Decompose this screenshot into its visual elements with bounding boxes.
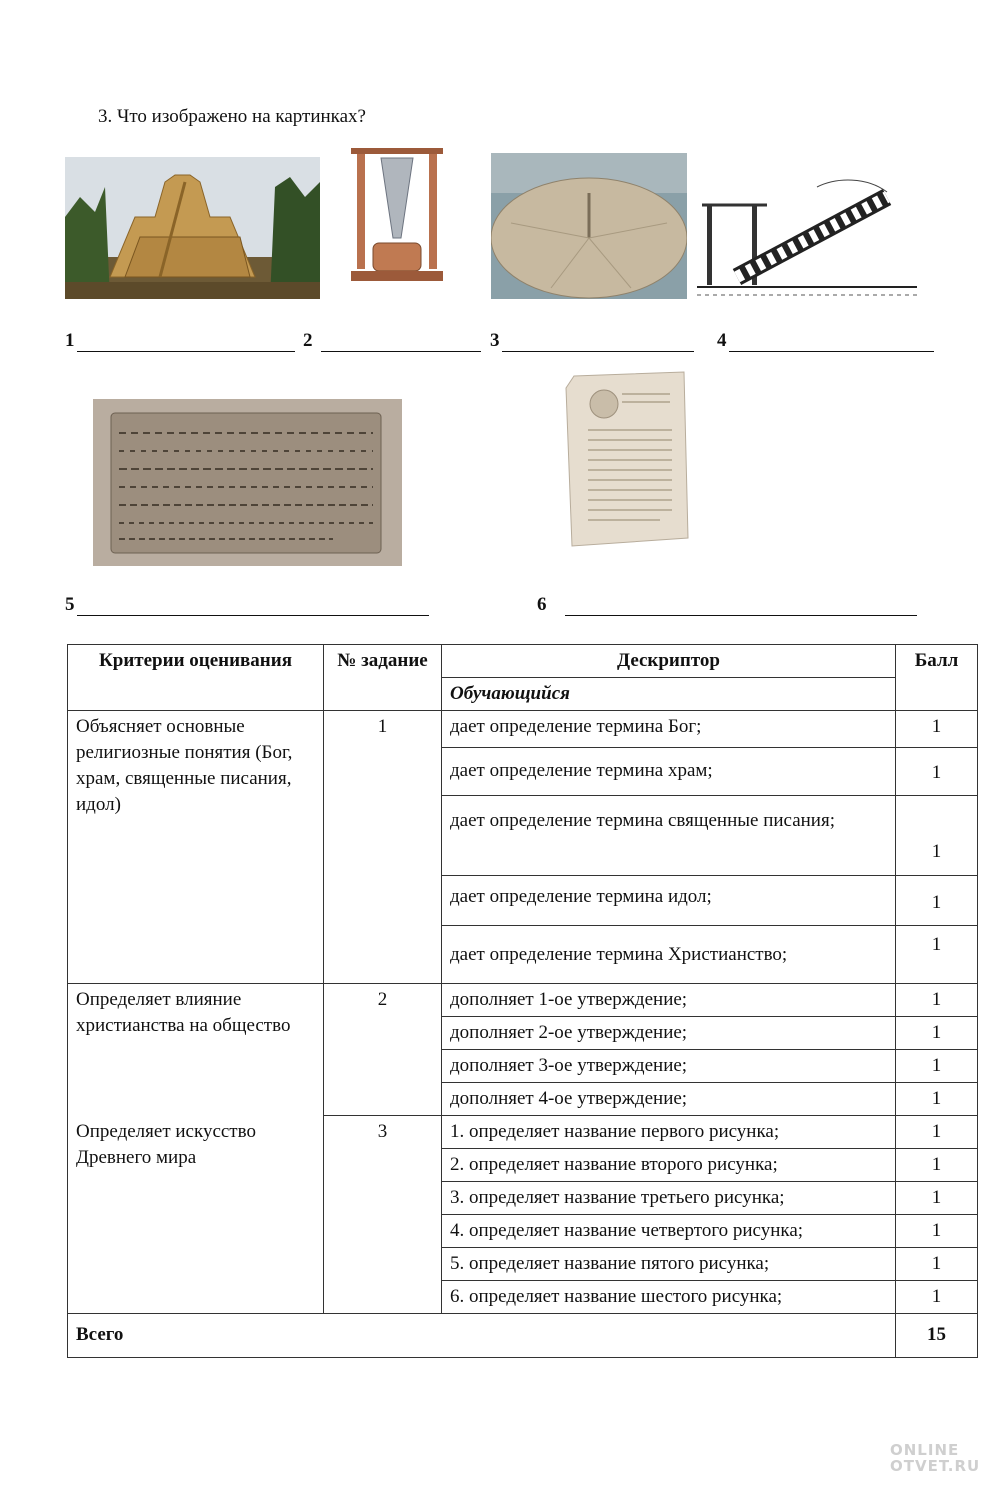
task-number-cell: 3 [324, 1116, 442, 1314]
descriptor-cell: дополняет 2-ое утверждение; [442, 1017, 896, 1050]
descriptor-cell: 1. определяет название первого рисунка; [442, 1116, 896, 1149]
score-cell: 1 [896, 748, 978, 796]
score-cell: 1 [896, 1083, 978, 1116]
watermark-line-1: ONLINE [890, 1441, 960, 1459]
answer-blank-6[interactable]: 6 [537, 594, 917, 616]
descriptor-cell: дает определение термина идол; [442, 876, 896, 926]
ziggurat-image [65, 157, 320, 299]
criterion-cell: Объясняет основные религиозные понятия (Бог, храм, священные писания, идол) [68, 711, 324, 984]
sundial-image [491, 153, 687, 299]
answer-blank-3[interactable]: 3 [490, 330, 694, 352]
stone-stele-image [560, 368, 692, 550]
score-cell: 1 [896, 1050, 978, 1083]
task-number-cell: 1 [324, 711, 442, 984]
score-cell: 1 [896, 984, 978, 1017]
total-label: Всего [68, 1314, 896, 1358]
descriptor-cell: дает определение термина священные писания; [442, 796, 896, 876]
descriptor-cell: 6. определяет название шестого рисунка; [442, 1281, 896, 1314]
criterion-cell: Определяет искусство Древнего мира [68, 1116, 324, 1314]
score-cell: 1 [896, 926, 978, 984]
header-descriptor: Дескриптор [442, 645, 896, 678]
header-criteria: Критерии оценивания [68, 645, 324, 711]
water-clock-image [343, 143, 451, 286]
score-cell: 1 [896, 796, 978, 876]
header-score: Балл [896, 645, 978, 711]
answer-blank-5[interactable]: 5 [65, 594, 429, 616]
watermark-line-2: OTVET.RU [890, 1457, 981, 1475]
cuneiform-tablet-image [93, 399, 402, 566]
descriptor-cell: дает определение термина Бог; [442, 711, 896, 748]
archimedes-screw-image [697, 177, 917, 299]
answer-blank-2[interactable]: 2 [303, 330, 481, 352]
criteria-table [67, 644, 978, 1358]
answer-blank-1[interactable]: 1 [65, 330, 295, 352]
watermark [890, 1442, 980, 1474]
task-number-cell: 2 [324, 984, 442, 1116]
score-cell: 1 [896, 1149, 978, 1182]
score-cell: 1 [896, 1017, 978, 1050]
header-task: № задание [324, 645, 442, 711]
descriptor-cell: 4. определяет название четвертого рисунка; [442, 1215, 896, 1248]
descriptor-cell: дополняет 4-ое утверждение; [442, 1083, 896, 1116]
question-title: 3. Что изображено на картинках? [98, 106, 366, 127]
descriptor-cell: дополняет 1-ое утверждение; [442, 984, 896, 1017]
criterion-cell: Определяет влияние христианства на общество [68, 984, 324, 1116]
score-cell: 1 [896, 876, 978, 926]
descriptor-cell: дает определение термина храм; [442, 748, 896, 796]
total-score: 15 [896, 1314, 978, 1358]
header-descriptor-sub: Обучающийся [442, 678, 896, 711]
score-cell: 1 [896, 1215, 978, 1248]
descriptor-cell: 3. определяет название третьего рисунка; [442, 1182, 896, 1215]
descriptor-cell: дает определение термина Христианство; [442, 926, 896, 984]
descriptor-cell: дополняет 3-ое утверждение; [442, 1050, 896, 1083]
descriptor-cell: 5. определяет название пятого рисунка; [442, 1248, 896, 1281]
score-cell: 1 [896, 1281, 978, 1314]
descriptor-cell: 2. определяет название второго рисунка; [442, 1149, 896, 1182]
score-cell: 1 [896, 1248, 978, 1281]
score-cell: 1 [896, 1182, 978, 1215]
answer-blank-4[interactable]: 4 [717, 330, 934, 352]
score-cell: 1 [896, 711, 978, 748]
score-cell: 1 [896, 1116, 978, 1149]
